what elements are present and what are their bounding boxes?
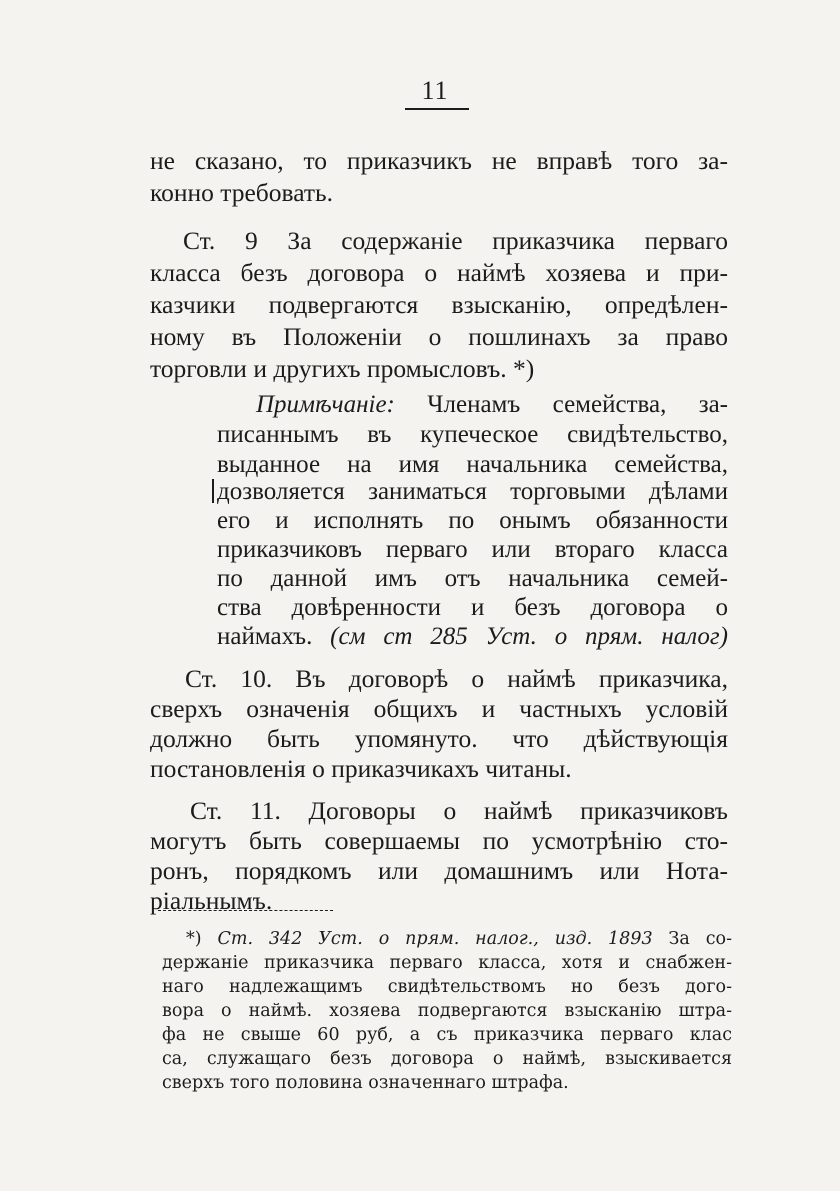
note-line: выданное на имя начальника семейства, (217, 451, 728, 478)
note-label: Примѣчаніе: (256, 391, 395, 418)
text-line: торговли и другихъ промысловъ. *) (150, 354, 535, 383)
article-10-line: Ст. 10. Въ договорѣ о наймѣ приказчика, (185, 664, 728, 693)
note-last-line (217, 622, 728, 652)
note-first-text: Членамъ семейства, за- (427, 391, 728, 418)
text-line: постановленія о приказчикахъ читаны. (150, 754, 572, 783)
note-line: писаннымъ въ купеческое свидѣтельство, (217, 421, 728, 448)
footnote-line: фа не свыше 60 руб, а съ приказчика перваго клас (162, 1025, 732, 1045)
footnote-first-text: За со- (668, 929, 732, 949)
text-line: ріальнымъ. (150, 886, 273, 915)
page-number: 11 (421, 76, 449, 105)
page-number-rule (405, 108, 469, 110)
footnote-line: вора о наймѣ. хозяева подвергаются взысканію штра- (162, 1001, 732, 1021)
note-line: по данной имъ отъ начальника семей- (217, 565, 728, 592)
footnote-line: са, служащаго безъ договора о наймѣ, взыскивается (162, 1049, 732, 1069)
footnote-line: держаніе приказчика перваго класса, хотя и снабжен- (162, 953, 732, 973)
footnote-line: наго надлежащимъ свидѣтельствомъ но безъ дого- (162, 977, 732, 997)
text-line: могутъ быть совершаемы по усмотрѣнію сто- (150, 826, 728, 855)
text-line: не сказано, то приказчикъ не вправѣ того за- (150, 146, 728, 175)
footnote-reference: Ст. 342 Уст. о прям. налог., изд. 1893 (217, 929, 653, 949)
footnote-first-line (186, 928, 732, 950)
footnote-marker: *) (186, 929, 202, 949)
text-line: сверхъ означенія общихъ и частныхъ условій (150, 694, 728, 723)
text-line: конно требовать. (150, 178, 334, 207)
text-line: ронъ, порядкомъ или домашнимъ или Нота- (150, 856, 728, 885)
note-line: его и исполнять по онымъ обязанности (217, 507, 728, 534)
text-line: должно быть упомянуто. что дѣйствующія (150, 724, 728, 753)
article-11-line: Ст. 11. Договоры о наймѣ приказчиковъ (190, 796, 728, 825)
note-line: дозволяется заниматься торговыми дѣлами (217, 478, 728, 505)
article-9-line: Ст. 9 За содержаніе приказчика перваго (183, 226, 728, 255)
text-line: ному въ Положеніи о пошлинахъ за право (150, 322, 728, 351)
text-line: казчики подвергаются взысканію, опредѣлен- (150, 290, 728, 319)
note-line: ства довѣренности и безъ договора о (217, 594, 728, 621)
note-line: приказчиковъ перваго или втораго класса (217, 536, 728, 563)
footnote-separator (158, 910, 333, 911)
footnote-line: сверхъ того половина означеннаго штрафа. (162, 1073, 569, 1093)
note-first-line (256, 390, 728, 420)
text-line: класса безъ договора о наймѣ хозяева и при- (150, 258, 728, 287)
note-last-text: наймахъ. (217, 623, 313, 650)
margin-mark (212, 479, 214, 503)
note-reference: (см ст 285 Уст. о прям. налог) (330, 623, 728, 650)
